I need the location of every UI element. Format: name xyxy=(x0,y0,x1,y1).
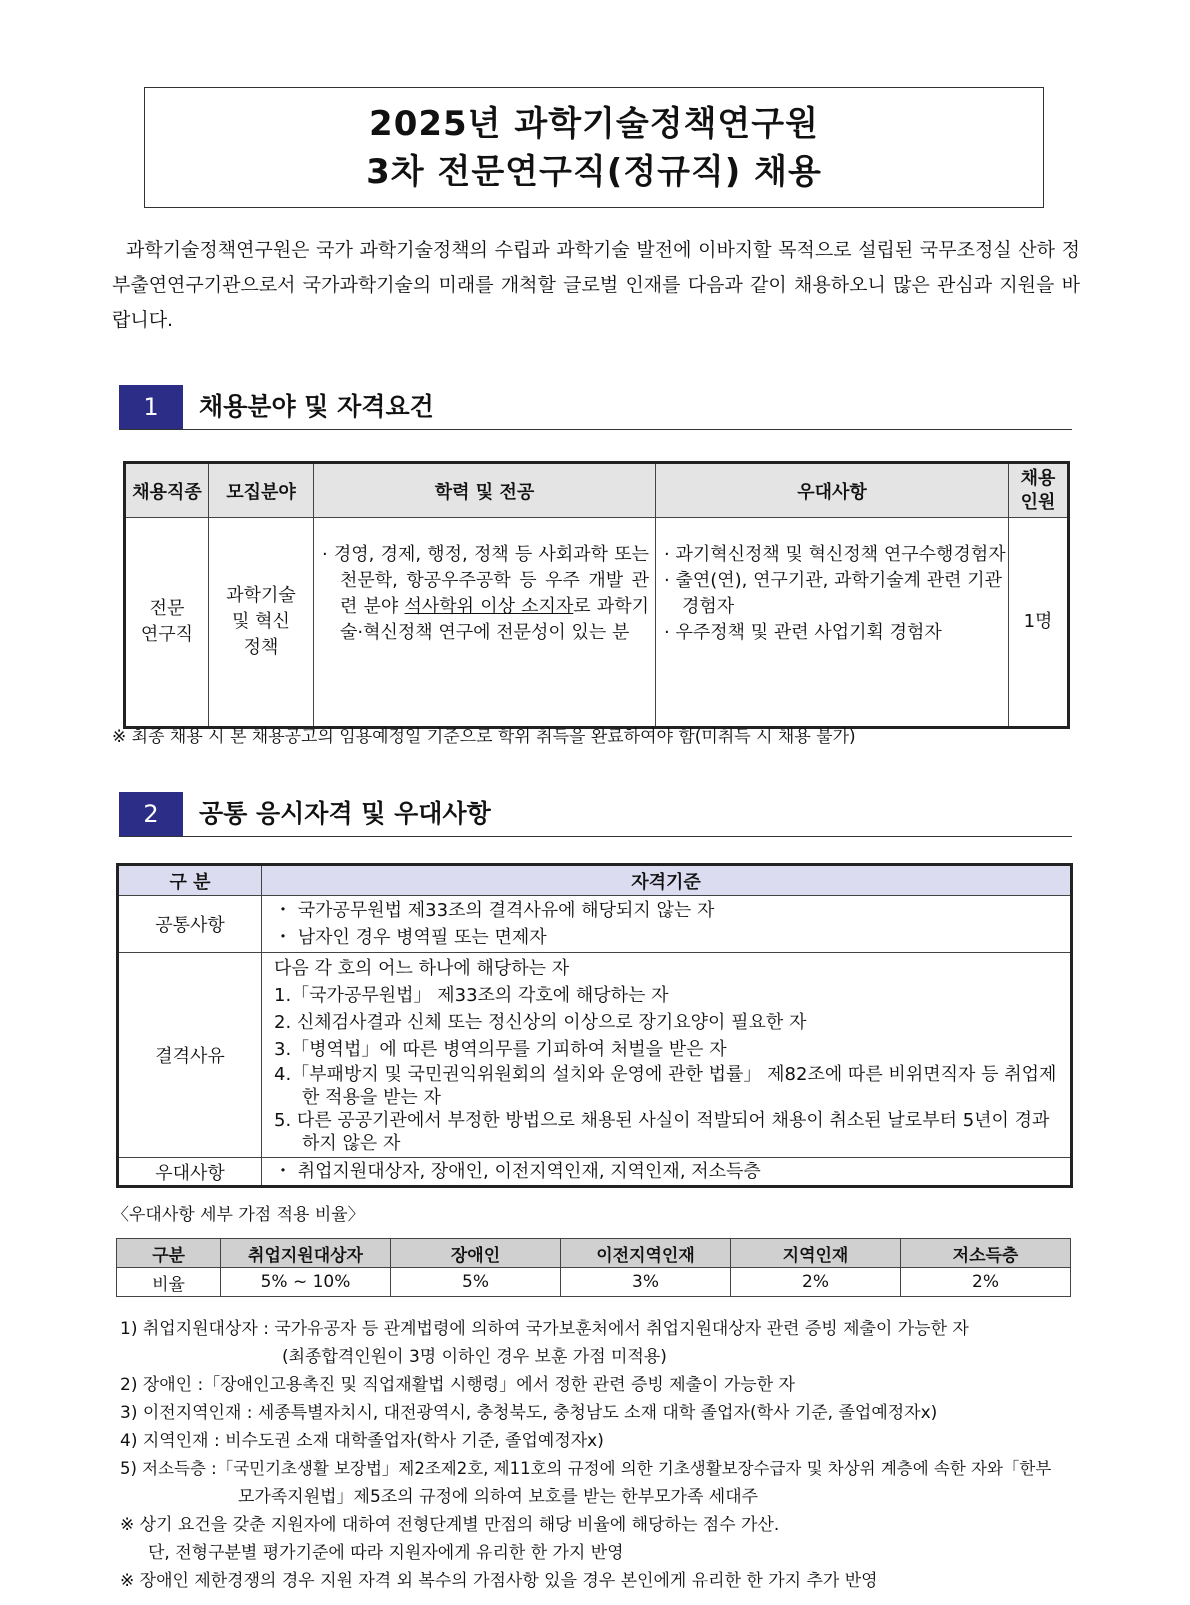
footnote: 5) 저소득층 :「국민기초생활 보장법」제2조제2호, 제11호의 규정에 의한 기초생활보장수급자 및 차상위 계층에 속한 자와「한부 xyxy=(120,1459,1052,1478)
cell-field: 과학기술 및 혁신정책 xyxy=(209,518,314,728)
section2-number: 2 xyxy=(119,792,183,836)
section1-number: 1 xyxy=(119,385,183,429)
cell-education: · 경영, 경제, 행정, 정책 등 사회과학 또는 천문학, 항공우주공학 등 우주 개발 관련 분야 석사학위 이상 소지자로 과학기술·혁신정책 연구에 전문성이 있는 분 xyxy=(314,518,656,728)
bonus-cell: 2% xyxy=(731,1268,901,1297)
bonus-header: 구분 xyxy=(117,1239,221,1268)
header-job-type: 채용직종 xyxy=(125,463,209,518)
bonus-header: 취업지원대상자 xyxy=(221,1239,391,1268)
bonus-header: 이전지역인재 xyxy=(561,1239,731,1268)
footnote: ※ 상기 요건을 갖춘 지원자에 대하여 전형단계별 만점의 해당 비율에 해당하는 점수 가산. xyxy=(120,1515,780,1535)
list-item: ・ 남자인 경우 병역필 또는 면제자 xyxy=(274,927,547,948)
intro-paragraph: 과학기술정책연구원은 국가 과학기술정책의 수립과 과학기술 발전에 이바지할 목적으로 설립된 국무조정실 산하 정부출연연구기관으로서 국가과학기술의 미래를 개척할 글로벌 인재를 다음과 같이 채용하오니 많은 관심과 지원을 바랍니다. xyxy=(112,239,1080,331)
footnotes xyxy=(120,1315,1080,1595)
footnote: 4) 지역인재 : 비수도권 소재 대학졸업자(학사 기준, 졸업예정자x) xyxy=(120,1431,604,1451)
row-common-label: 공통사항 xyxy=(118,896,262,953)
row-preferred-content xyxy=(262,1158,1072,1187)
bonus-cell: 5% ~ 10% xyxy=(221,1268,391,1297)
footnote: 단, 전형구분별 평가기준에 따라 지원자에게 유리한 한 가지 반영 xyxy=(148,1543,624,1563)
footnote: ※ 장애인 제한경쟁의 경우 지원 자격 외 복수의 가점사항 있을 경우 본인에게 유리한 한 가지 추가 반영 xyxy=(120,1571,878,1591)
list-item: ・ 국가공무원법 제33조의 결격사유에 해당되지 않는 자 xyxy=(274,900,715,921)
bonus-caption: 〈우대사항 세부 가점 적용 비율〉 xyxy=(112,1205,365,1225)
recruitment-table xyxy=(123,461,1070,729)
section1-title: 채용분야 및 자격요건 xyxy=(199,392,434,421)
header-criteria: 자격기준 xyxy=(262,865,1072,896)
bonus-header: 저소득층 xyxy=(901,1239,1071,1268)
header-field: 모집분야 xyxy=(209,463,314,518)
row-disqual-content xyxy=(262,953,1072,1158)
preference-item: · 우주정책 및 관련 사업기획 경험자 xyxy=(664,622,942,643)
preference-item: · 과기혁신정책 및 혁신정책 연구수행경험자 xyxy=(664,544,1006,565)
section1-note: ※ 최종 채용 시 본 채용공고의 임용예정일 기준으로 학위 취득을 완료하여야 함(미취득 시 채용 불가) xyxy=(112,727,856,747)
footnote: 2) 장애인 :「장애인고용촉진 및 직업재활법 시행령」에서 정한 관련 증빙 제출이 가능한 자 xyxy=(120,1375,795,1395)
list-item: 5. 다른 공공기관에서 부정한 방법으로 채용된 사실이 적발되어 채용이 취소된 날로부터 5년이 경과하지 않은 자 xyxy=(274,1110,1050,1154)
qualification-table xyxy=(116,863,1073,1188)
cell-count: 1명 xyxy=(1009,518,1069,728)
bonus-header: 장애인 xyxy=(391,1239,561,1268)
section2-header xyxy=(119,792,1072,837)
bonus-cell: 비율 xyxy=(117,1268,221,1297)
row-disqual-label: 결격사유 xyxy=(118,953,262,1158)
page-title-line2: 3차 전문연구직(정규직) 채용 xyxy=(366,152,822,192)
cell-preferences xyxy=(656,518,1009,728)
row-common-content xyxy=(262,896,1072,953)
bonus-table xyxy=(116,1238,1071,1297)
footnote: 3) 이전지역인재 : 세종특별자치시, 대전광역시, 충청북도, 충청남도 소재 대학 졸업자(학사 기준, 졸업예정자x) xyxy=(120,1403,938,1423)
bonus-cell: 3% xyxy=(561,1268,731,1297)
footnote: 모가족지원법」제5조의 규정에 의하여 보호를 받는 한부모가족 세대주 xyxy=(238,1487,759,1507)
preference-item: · 출연(연), 연구기관, 과학기술계 관련 기관 경험자 xyxy=(664,570,1003,617)
list-item: ・ 취업지원대상자, 장애인, 이전지역인재, 지역인재, 저소득층 xyxy=(274,1161,761,1182)
header-education: 학력 및 전공 xyxy=(314,463,656,518)
cell-job-type: 전문 연구직 xyxy=(125,518,209,728)
header-count: 채용 인원 xyxy=(1009,463,1069,518)
bonus-header: 지역인재 xyxy=(731,1239,901,1268)
row-preferred-label: 우대사항 xyxy=(118,1158,262,1187)
list-item: 2. 신체검사결과 신체 또는 정신상의 이상으로 장기요양이 필요한 자 xyxy=(274,1012,807,1033)
footnote: (최종합격인원이 3명 이하인 경우 보훈 가점 미적용) xyxy=(282,1347,667,1367)
list-item: 1.「국가공무원법」 제33조의 각호에 해당하는 자 xyxy=(274,985,669,1006)
bonus-cell: 5% xyxy=(391,1268,561,1297)
page-title-line1: 2025년 과학기술정책연구원 xyxy=(369,104,819,144)
bonus-cell: 2% xyxy=(901,1268,1071,1297)
underlined-degree: 석사학위 이상 소지자 xyxy=(404,596,574,617)
title-box xyxy=(144,87,1044,208)
list-item: 3.「병역법」에 따른 병역의무를 기피하여 처벌을 받은 자 xyxy=(274,1039,727,1060)
list-item: 4.「부패방지 및 국민권익위원회의 설치와 운영에 관한 법률」 제82조에 따른 비위면직자 등 취업제한 적용을 받는 자 xyxy=(274,1064,1057,1108)
section1-header xyxy=(119,385,1072,430)
header-category: 구 분 xyxy=(118,865,262,896)
footnote: 1) 취업지원대상자 : 국가유공자 등 관계법령에 의하여 국가보훈처에서 취업지원대상자 관련 증빙 제출이 가능한 자 xyxy=(120,1319,969,1339)
header-preferences: 우대사항 xyxy=(656,463,1009,518)
list-intro: 다음 각 호의 어느 하나에 해당하는 자 xyxy=(274,958,570,979)
section2-title: 공통 응시자격 및 우대사항 xyxy=(199,799,491,828)
